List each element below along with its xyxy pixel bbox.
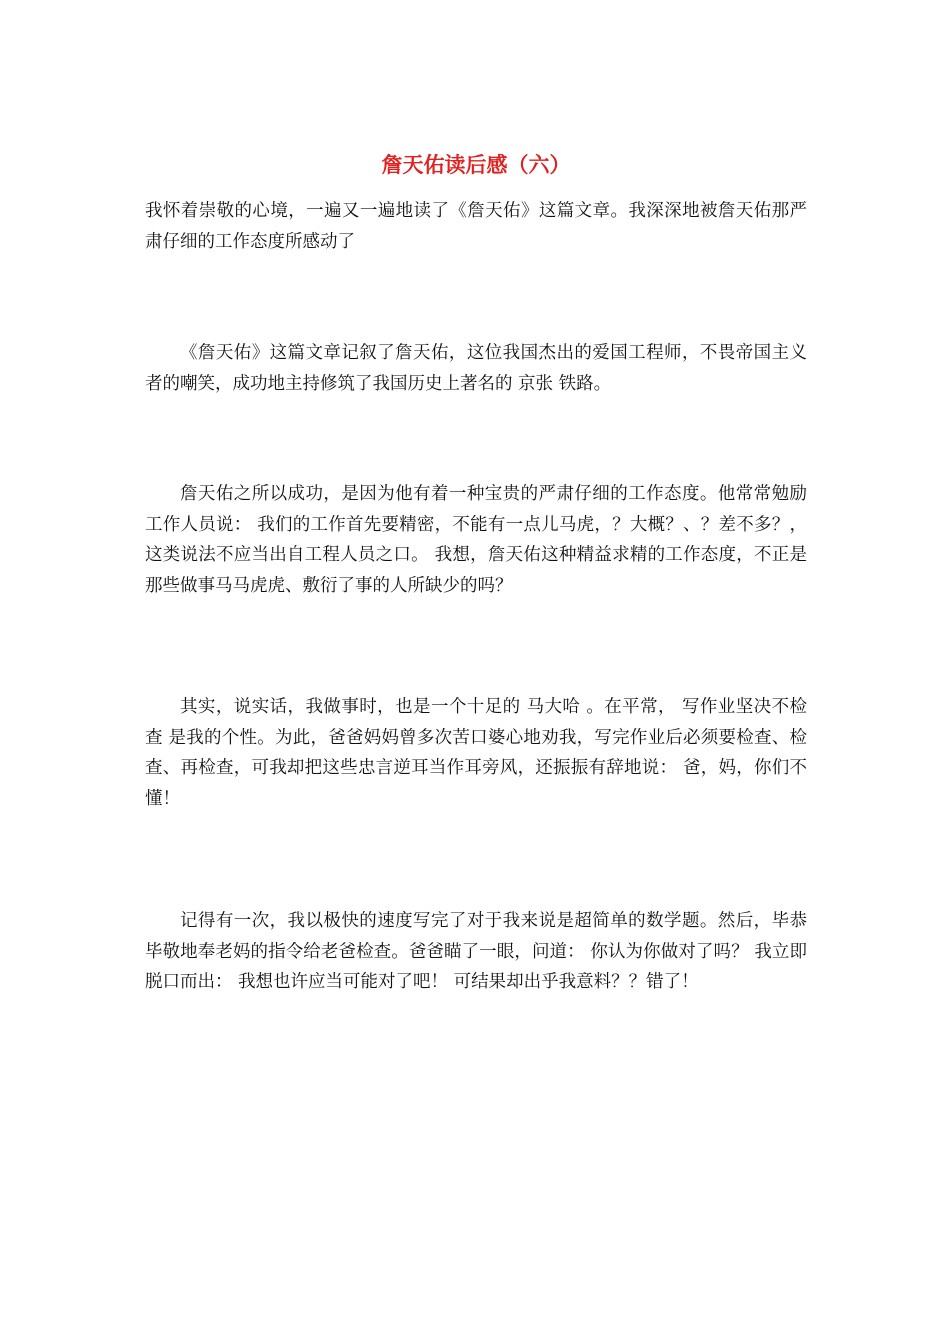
paragraph-confession: 其实，说实话，我做事时，也是一个十足的 马大哈 。在平常， 写作业坚决不检查 是我的个性。为此，爸爸妈妈曾多次苦口婆心地劝我，写完作业后必须要检查、检查、再检查，可我却把这些忠言逆耳当作耳旁风，还振振有辞地说： 爸，妈，你们不懂！ [145, 697, 807, 809]
paragraph-summary: 《詹天佑》这篇文章记叙了詹天佑，这位我国杰出的爱国工程师，不畏帝国主义者的嘲笑，成功地主持修筑了我国历史上著名的 京张 铁路。 [145, 343, 807, 394]
paragraph-story: 记得有一次，我以极快的速度写完了对于我来说是超简单的数学题。然后，毕恭毕敬地奉老妈的指令给老爸检查。爸爸瞄了一眼，问道： 你认为你做对了吗？ 我立即脱口而出： 我想也许应当可能对了吧！ 可结果却出乎我意料？？错了！ [145, 911, 807, 992]
document-title: 詹天佑读后感（六） [381, 152, 571, 177]
paragraph-attitude: 詹天佑之所以成功，是因为他有着一种宝贵的严肃仔细的工作态度。他常常勉励工作人员说： 我们的工作首先要精密，不能有一点儿马虎，？大概？、？差不多？，这类说法不应当出自工程人员之口。 我想，詹天佑这种精益求精的工作态度，不正是那些做事马马虎虎、敷衍了事的人所缺少的吗？ [145, 484, 807, 596]
paragraph-intro: 我怀着崇敬的心境，一遍又一遍地读了《詹天佑》这篇文章。我深深地被詹天佑那严肃仔细的工作态度所感动了 [145, 201, 807, 252]
